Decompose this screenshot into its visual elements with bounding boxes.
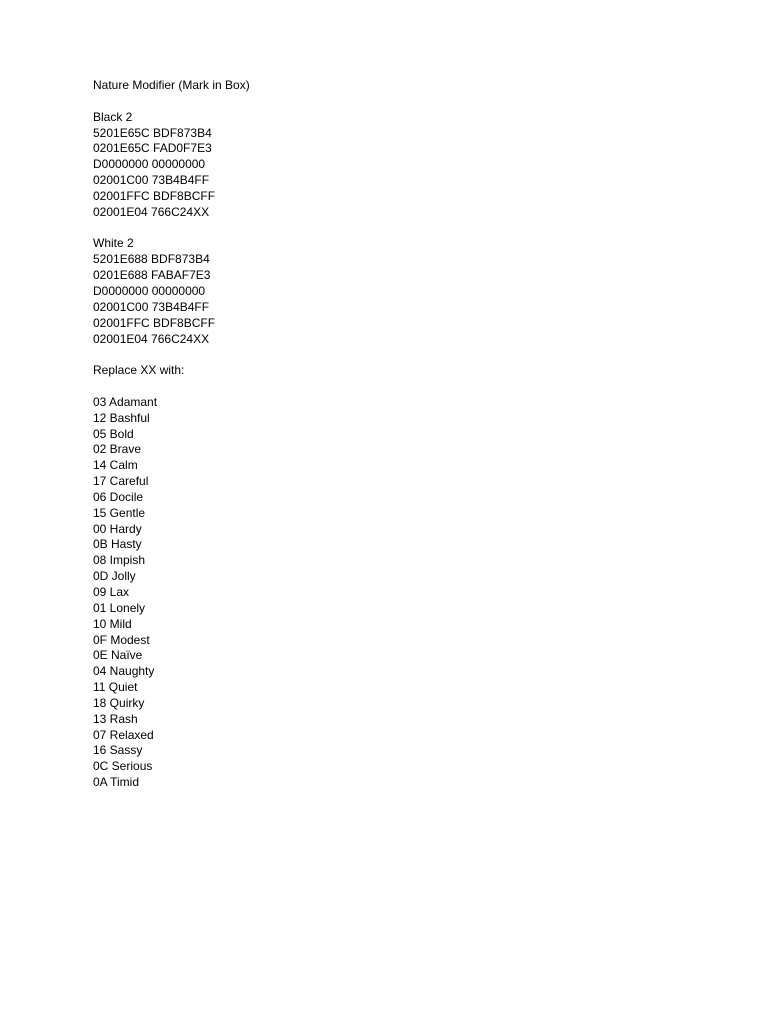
white2-section bbox=[93, 236, 693, 347]
nature-item: 11 Quiet bbox=[93, 680, 138, 695]
nature-item: 0A Timid bbox=[93, 775, 140, 790]
document-title: Nature Modifier (Mark in Box) bbox=[93, 78, 250, 92]
spacer bbox=[93, 347, 693, 363]
nature-item: 18 Quirky bbox=[93, 695, 145, 710]
code-line: 5201E65C BDF873B4 bbox=[93, 125, 212, 140]
nature-item: 12 Bashful bbox=[93, 410, 150, 425]
nature-item: 08 Impish bbox=[93, 553, 146, 568]
nature-item: 14 Calm bbox=[93, 458, 138, 473]
nature-item: 10 Mild bbox=[93, 616, 132, 631]
nature-item: 0B Hasty bbox=[93, 537, 142, 552]
nature-item: 0D Jolly bbox=[93, 569, 136, 584]
nature-item: 0C Serious bbox=[93, 759, 153, 774]
nature-item: 04 Naughty bbox=[93, 664, 155, 679]
code-line: 0201E688 FABAF7E3 bbox=[93, 268, 211, 283]
document-page bbox=[93, 78, 693, 791]
code-line: 02001E04 766C24XX bbox=[93, 204, 210, 219]
nature-item: 07 Relaxed bbox=[93, 727, 154, 742]
code-line: 02001E04 766C24XX bbox=[93, 331, 210, 346]
nature-item: 06 Docile bbox=[93, 489, 144, 504]
white2-heading: White 2 bbox=[93, 236, 134, 251]
spacer bbox=[93, 94, 693, 110]
black2-section bbox=[93, 110, 693, 221]
replace-label: Replace XX with: bbox=[93, 363, 185, 378]
nature-list bbox=[93, 395, 693, 791]
code-line: D0000000 00000000 bbox=[93, 157, 206, 172]
code-line: D0000000 00000000 bbox=[93, 283, 206, 298]
nature-item: 13 Rash bbox=[93, 711, 138, 726]
nature-item: 03 Adamant bbox=[93, 394, 158, 409]
code-line: 02001FFC BDF8BCFF bbox=[93, 188, 216, 203]
spacer bbox=[93, 379, 693, 395]
nature-item: 05 Bold bbox=[93, 426, 134, 441]
nature-item: 02 Brave bbox=[93, 442, 142, 457]
code-line: 02001FFC BDF8BCFF bbox=[93, 315, 216, 330]
nature-item: 15 Gentle bbox=[93, 505, 146, 520]
nature-item: 0F Modest bbox=[93, 632, 150, 647]
black2-heading: Black 2 bbox=[93, 109, 133, 124]
nature-item: 17 Careful bbox=[93, 474, 149, 489]
code-line: 02001C00 73B4B4FF bbox=[93, 173, 210, 188]
nature-item: 01 Lonely bbox=[93, 600, 146, 615]
spacer bbox=[93, 221, 693, 237]
nature-item: 16 Sassy bbox=[93, 743, 143, 758]
nature-item: 00 Hardy bbox=[93, 521, 142, 536]
code-line: 0201E65C FAD0F7E3 bbox=[93, 141, 212, 156]
nature-item: 0E Naïve bbox=[93, 648, 143, 663]
nature-item: 09 Lax bbox=[93, 585, 130, 599]
code-line: 02001C00 73B4B4FF bbox=[93, 299, 210, 314]
code-line: 5201E688 BDF873B4 bbox=[93, 252, 210, 267]
